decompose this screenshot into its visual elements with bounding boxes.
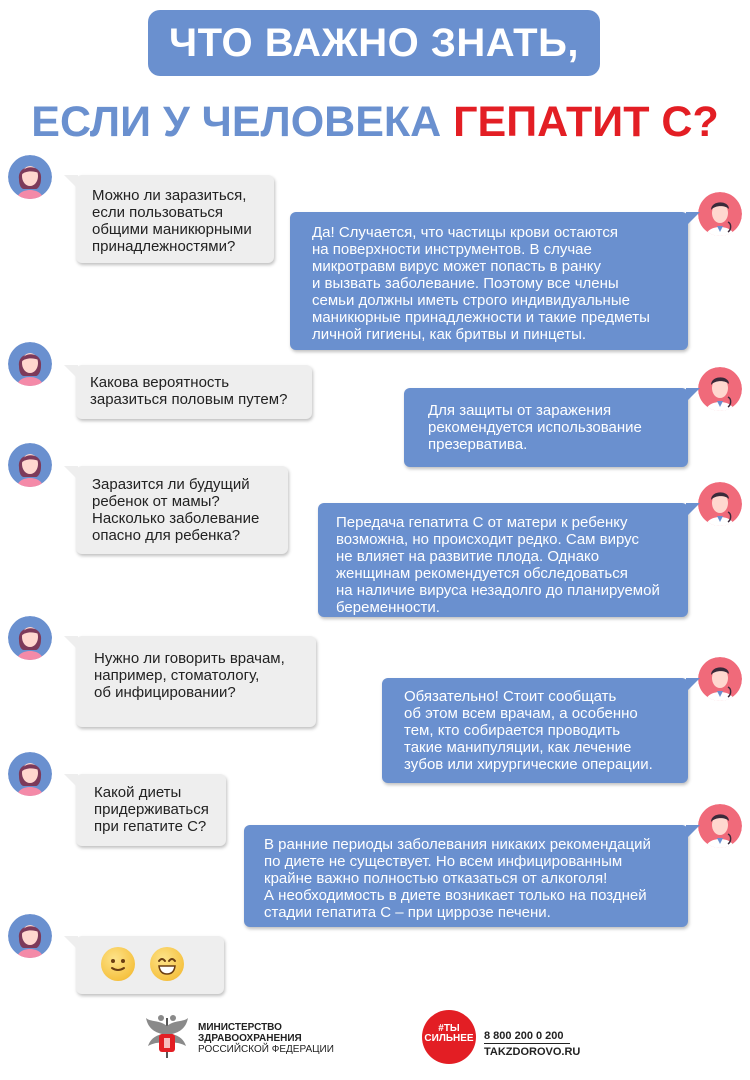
patient-avatar-icon bbox=[8, 616, 52, 660]
doctor-avatar-icon bbox=[698, 804, 742, 848]
doctor-avatar-icon bbox=[698, 482, 742, 526]
title-line-2-part2: ГЕПАТИТ С? bbox=[453, 98, 719, 146]
ministry-name bbox=[198, 1022, 348, 1055]
answer-bubble: Для защиты от заражения рекомендуется использование презерватива. bbox=[404, 388, 688, 467]
answer-bubble: Да! Случается, что частицы крови остаются на поверхности инструментов. В случае микротравм вирус может попасть в ранку и вызвать заболевание. Поэтому все члены семьи должны иметь строго индивидуальные маникюрные принадлежности и такие предметы личной гигиены, как бритвы и пинцеты. bbox=[290, 212, 688, 350]
ministry-line-1: МИНИСТЕРСТВО bbox=[198, 1022, 282, 1033]
slight-smile-emoji-icon bbox=[101, 947, 135, 981]
title-line-2 bbox=[0, 92, 750, 152]
title-line-2-part1: ЕСЛИ У ЧЕЛОВЕКА bbox=[31, 98, 454, 146]
grin-emoji-icon bbox=[150, 947, 184, 981]
ministry-line-2: ЗДРАВООХРАНЕНИЯ bbox=[198, 1033, 302, 1044]
patient-avatar-icon bbox=[8, 443, 52, 487]
doctor-avatar-icon bbox=[698, 657, 742, 701]
question-bubble: Заразится ли будущий ребенок от мамы? Насколько заболевание опасно для ребенка? bbox=[76, 466, 288, 554]
doctor-avatar-icon bbox=[698, 192, 742, 236]
patient-avatar-icon bbox=[8, 342, 52, 386]
patient-avatar-icon bbox=[8, 155, 52, 199]
answer-bubble: В ранние периоды заболевания никаких рекомендаций по диете не существует. Но всем инфицированным крайне важно полностью отказаться от алкоголя! А необходимость в диете возникает только на поздней стадии гепатита С – при циррозе печени. bbox=[244, 825, 688, 927]
campaign-badge bbox=[422, 1010, 476, 1064]
question-bubble: Какой диеты придерживаться при гепатите С? bbox=[76, 774, 226, 846]
answer-bubble: Обязательно! Стоит сообщать об этом всем врачам, а особенно тем, кто собирается проводить такие манипуляции, как лечение зубов или хирургические операции. bbox=[382, 678, 688, 783]
ministry-line-3: РОССИЙСКОЙ ФЕДЕРАЦИИ bbox=[198, 1044, 334, 1055]
patient-avatar-icon bbox=[8, 914, 52, 958]
question-bubble: Можно ли заразиться, если пользоваться общими маникюрными принадлежностями? bbox=[76, 175, 274, 263]
title-line-1: ЧТО ВАЖНО ЗНАТЬ, bbox=[148, 10, 600, 76]
ministry-emblem-icon bbox=[142, 1012, 192, 1064]
question-bubble: Какова вероятность заразиться половым путем? bbox=[76, 365, 312, 419]
website-link[interactable]: TAKZDOROVO.RU bbox=[484, 1043, 570, 1058]
answer-bubble: Передача гепатита С от матери к ребенку возможна, но происходит редко. Сам вирус не влияет на развитие плода. Однако женщинам рекомендуется обследоваться на наличие вируса незадолго до планируемой беременности. bbox=[318, 503, 688, 617]
badge-line-2: СИЛЬНЕЕ bbox=[424, 1033, 474, 1044]
hotline-phone: 8 800 200 0 200 bbox=[484, 1030, 564, 1042]
doctor-avatar-icon bbox=[698, 367, 742, 411]
question-bubble: Нужно ли говорить врачам, например, стоматологу, об инфицировании? bbox=[76, 636, 316, 727]
patient-avatar-icon bbox=[8, 752, 52, 796]
badge-line-1: #ТЫ bbox=[438, 1023, 460, 1034]
